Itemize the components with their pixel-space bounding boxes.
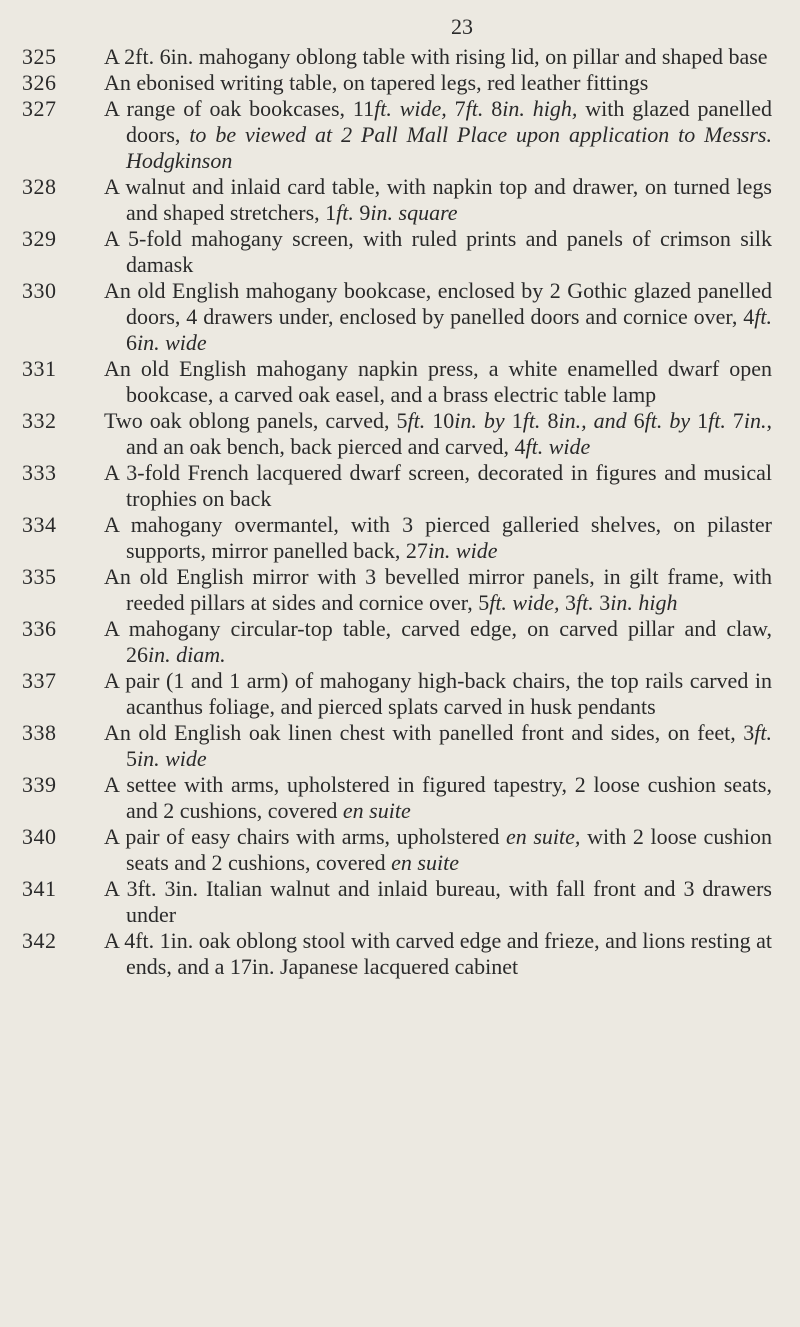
lot-text: 3	[559, 590, 576, 615]
lot-number: 332	[22, 408, 57, 433]
lot-text: A 3-fold French lacquered dwarf screen, decorated in figures and musical trophies on back	[104, 460, 772, 511]
lot-entry	[22, 876, 772, 928]
lot-text: 8	[540, 408, 559, 433]
lot-text-italic: ft.	[407, 408, 426, 433]
lot-text-italic: in. square	[370, 200, 458, 225]
lot-text: A walnut and inlaid card table, with napkin top and drawer, on turned legs and shaped stretchers, 1	[104, 174, 772, 225]
lot-number: 333	[22, 460, 57, 485]
lot-description	[104, 460, 772, 512]
lot-text: A settee with arms, upholstered in figured tapestry, 2 loose cushion seats, and 2 cushions, covered	[104, 772, 772, 823]
lot-entry	[22, 928, 772, 980]
lot-entry	[22, 226, 772, 278]
lot-number: 326	[22, 70, 57, 95]
lot-entry	[22, 616, 772, 668]
lot-number: 334	[22, 512, 57, 537]
lot-description	[104, 928, 772, 980]
lot-description	[104, 720, 772, 772]
lot-description	[104, 668, 772, 720]
lot-text-italic: en suite	[342, 798, 411, 823]
lot-text-italic: to be viewed at 2 Pall Mall Place upon application to Messrs. Hodgkinson	[126, 122, 772, 173]
lot-text-italic: ft. by	[644, 408, 691, 433]
lot-text: An old English mirror with 3 bevelled mirror panels, in gilt frame, with reeded pillars at sides and cornice over, 5	[104, 564, 772, 615]
lot-text: with 2 loose cushion seats and 2 cushions, covered	[126, 824, 772, 875]
lot-list	[22, 44, 772, 980]
lot-entry	[22, 408, 772, 460]
lot-description	[104, 876, 772, 928]
lot-description	[104, 226, 772, 278]
lot-text-italic: in.	[743, 408, 767, 433]
lot-number: 329	[22, 226, 57, 251]
lot-text: with glazed panelled doors,	[126, 96, 772, 147]
lot-description	[104, 44, 772, 70]
lot-text-italic: ft. wide,	[374, 96, 447, 121]
lot-entry	[22, 460, 772, 512]
lot-text: An old English mahogany bookcase, enclosed by 2 Gothic glazed panelled doors, 4 drawers under, enclosed by panelled doors and cornice over, 4	[104, 278, 772, 329]
lot-text-italic: in. wide	[137, 330, 207, 355]
lot-description	[104, 278, 772, 356]
lot-text: A 4ft. 1in. oak oblong stool with carved edge and frieze, and lions resting at ends, and a 17in. Japanese lacquered cabinet	[104, 928, 772, 979]
lot-entry	[22, 668, 772, 720]
lot-text-italic: ft.	[575, 590, 594, 615]
lot-text: Two oak oblong panels, carved, 5	[104, 408, 408, 433]
page-number: 23	[451, 14, 473, 39]
lot-text: 10	[425, 408, 455, 433]
lot-text: A 2ft. 6in. mahogany oblong table with rising lid, on pillar and shaped base	[104, 44, 768, 69]
lot-number: 335	[22, 564, 57, 589]
lot-entry	[22, 44, 772, 70]
lot-text: A mahogany circular-top table, carved edge, on carved pillar and claw, 26	[104, 616, 772, 667]
lot-text-italic: ft.	[522, 408, 541, 433]
lot-text-italic: in. high	[610, 590, 678, 615]
lot-number: 330	[22, 278, 57, 303]
lot-text: 6	[126, 330, 137, 355]
lot-text-italic: ft. wide,	[489, 590, 560, 615]
lot-entry	[22, 720, 772, 772]
lot-text: 6	[626, 408, 645, 433]
lot-text-italic: ft. wide	[525, 434, 591, 459]
lot-number: 339	[22, 772, 57, 797]
lot-text: 7	[725, 408, 744, 433]
lot-entry	[22, 174, 772, 226]
lot-number: 337	[22, 668, 57, 693]
lot-text-italic: ft.	[465, 96, 484, 121]
lot-text-italic: ft.	[336, 200, 354, 225]
lot-text-italic: in. high,	[502, 96, 578, 121]
lot-entry	[22, 564, 772, 616]
lot-entry	[22, 96, 772, 174]
lot-description	[104, 564, 772, 616]
lot-entry	[22, 512, 772, 564]
lot-text: 5	[126, 746, 137, 771]
lot-text: A 5-fold mahogany screen, with ruled prints and panels of crimson silk damask	[104, 226, 772, 277]
lot-text-italic: in. by	[454, 408, 505, 433]
lot-description	[104, 96, 772, 174]
lot-entry	[22, 70, 772, 96]
lot-number: 338	[22, 720, 57, 745]
lot-number: 336	[22, 616, 57, 641]
lot-number: 325	[22, 44, 57, 69]
lot-number: 341	[22, 876, 57, 901]
lot-description	[104, 512, 772, 564]
lot-text: An old English mahogany napkin press, a white enamelled dwarf open bookcase, a carved oak easel, and a brass electric table lamp	[104, 356, 772, 407]
lot-entry	[22, 356, 772, 408]
lot-text: An old English oak linen chest with panelled front and sides, on feet, 3	[104, 720, 755, 745]
lot-text-italic: ft.	[754, 720, 772, 745]
lot-text: 9	[353, 200, 371, 225]
lot-description	[104, 408, 772, 460]
lot-text: A 3ft. 3in. Italian walnut and inlaid bureau, with fall front and 3 drawers under	[104, 876, 772, 927]
lot-text: A pair (1 and 1 arm) of mahogany high-back chairs, the top rails carved in acanthus foliage, and pierced splats carved in husk pendants	[104, 668, 772, 719]
lot-description	[104, 356, 772, 408]
lot-text-italic: in., and	[558, 408, 627, 433]
lot-text: 1	[690, 408, 709, 433]
lot-description	[104, 824, 772, 876]
lot-text-italic: in. diam.	[148, 642, 226, 667]
lot-text-italic: en suite	[391, 850, 459, 875]
lot-text: A pair of easy chairs with arms, upholstered	[104, 824, 506, 849]
lot-text: 7	[446, 96, 466, 121]
lot-text: 8	[483, 96, 503, 121]
lot-number: 328	[22, 174, 57, 199]
lot-description	[104, 174, 772, 226]
lot-description	[104, 616, 772, 668]
lot-number: 340	[22, 824, 57, 849]
lot-text: 1	[504, 408, 523, 433]
lot-number: 331	[22, 356, 57, 381]
lot-text: 3	[593, 590, 611, 615]
lot-text-italic: ft.	[754, 304, 772, 329]
lot-text: An ebonised writing table, on tapered legs, red leather fittings	[104, 70, 649, 95]
lot-text-italic: in. wide	[137, 746, 207, 771]
lot-number: 327	[22, 96, 57, 121]
lot-entry	[22, 278, 772, 356]
lot-text: A range of oak bookcases, 11	[104, 96, 375, 121]
lot-text-italic: in. wide	[427, 538, 498, 563]
lot-entry	[22, 824, 772, 876]
lot-text: A mahogany overmantel, with 3 pierced galleried shelves, on pilaster supports, mirror panelled back, 27	[104, 512, 772, 563]
lot-text: , and an oak bench, back pierced and carved, 4	[126, 408, 772, 459]
lot-description	[104, 70, 772, 96]
lot-description	[104, 772, 772, 824]
lot-entry	[22, 772, 772, 824]
lot-text-italic: en suite,	[505, 824, 581, 849]
lot-number: 342	[22, 928, 57, 953]
lot-text-italic: ft.	[708, 408, 726, 433]
